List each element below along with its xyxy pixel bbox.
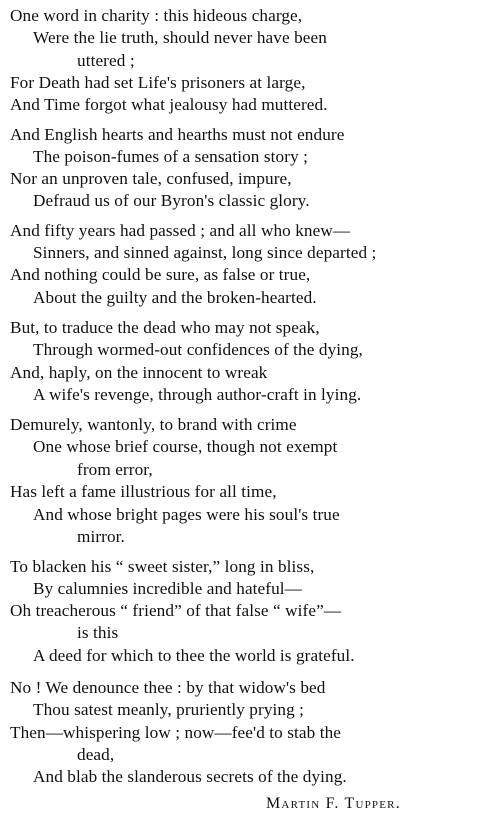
poem-line: Nor an unproven tale, confused, impure,: [10, 169, 292, 188]
poem-line: But, to traduce the dead who may not speak,: [10, 318, 320, 337]
poem-line: Through wormed-out confidences of the dying,: [33, 340, 363, 359]
poem-line: The poison-fumes of a sensation story ;: [33, 147, 309, 166]
poem-line: And fifty years had passed ; and all who knew—: [10, 221, 351, 240]
poem-line: About the guilty and the broken-hearted.: [33, 288, 317, 307]
poem-line: And blab the slanderous secrets of the dying.: [33, 767, 347, 786]
poem-line: Demurely, wantonly, to brand with crime: [10, 415, 297, 434]
poem-line: Were the lie truth, should never have been: [33, 28, 327, 47]
poem-line: Oh treacherous “ friend” of that false “ wife”—: [10, 601, 342, 620]
poem-line: Sinners, and sinned against, long since departed ;: [33, 243, 377, 262]
poem-line: And whose bright pages were his soul's true: [33, 505, 340, 524]
poem-line: uttered ;: [77, 51, 135, 70]
poem-line: dead,: [77, 745, 115, 764]
poem-line: One whose brief course, though not exempt: [33, 437, 338, 456]
poem-line: Has left a fame illustrious for all time,: [10, 482, 277, 501]
poem-line: No ! We denounce thee : by that widow's bed: [10, 678, 326, 697]
poem-line: One word in charity : this hideous charge,: [10, 6, 303, 25]
poem-line: Thou satest meanly, pruriently prying ;: [33, 700, 305, 719]
signature: Martin F. Tupper.: [266, 795, 401, 812]
poem-line: A deed for which to thee the world is grateful.: [33, 646, 355, 665]
poem-line: from error,: [77, 460, 153, 479]
poem-line: By calumnies incredible and hateful—: [33, 579, 302, 598]
poem-line: Then—whispering low ; now—fee'd to stab the: [10, 723, 342, 742]
poem-line: And, haply, on the innocent to wreak: [10, 363, 268, 382]
poem-line: Defraud us of our Byron's classic glory.: [33, 191, 310, 210]
poem-line: mirror.: [77, 527, 125, 546]
poem-line: And English hearts and hearths must not endure: [10, 125, 345, 144]
poem-line: And Time forgot what jealousy had muttered.: [10, 95, 328, 114]
poem-line: To blacken his “ sweet sister,” long in bliss,: [10, 557, 315, 576]
poem-line: And nothing could be sure, as false or true,: [10, 265, 311, 284]
poem-line: A wife's revenge, through author-craft in lying.: [33, 385, 362, 404]
poem-line: For Death had set Life's prisoners at large,: [10, 73, 306, 92]
poem-line: is this: [77, 623, 119, 642]
